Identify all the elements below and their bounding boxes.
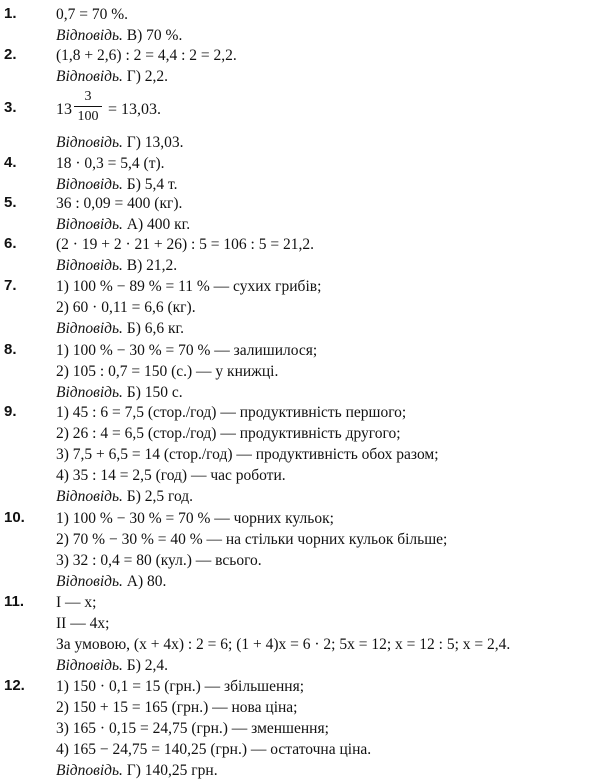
solution-line: 18 · 0,3 = 5,4 (т). — [56, 155, 165, 172]
fraction-denominator: 100 — [77, 109, 99, 124]
answer-label: Відповідь. — [56, 762, 123, 779]
solution-line: 3) 32 : 0,4 = 80 (кул.) — всього. — [56, 552, 262, 569]
problem-number: 7. — [4, 277, 17, 294]
solution-line: (2 · 19 + 2 · 21 + 26) : 5 = 106 : 5 = 21,2. — [56, 236, 314, 253]
answer-value: Б) 5,4 т. — [126, 176, 178, 193]
answer-label: Відповідь. — [56, 27, 123, 44]
solution-line: 1) 100 % − 30 % = 70 % — чорних кульок; — [56, 510, 334, 527]
answer-label: Відповідь. — [56, 68, 123, 85]
solution-line: 2) 26 : 4 = 6,5 (стор./год) — продуктивність другого; — [56, 425, 401, 442]
problem-number: 3. — [4, 99, 17, 116]
answer-value: Г) 2,2. — [126, 68, 169, 85]
solution-line: 2) 60 · 0,11 = 6,6 (кг). — [56, 299, 196, 316]
problem-number: 8. — [4, 341, 17, 358]
solution-line: 36 : 0,09 = 400 (кг). — [56, 195, 183, 212]
answer-value: В) 70 %. — [126, 27, 183, 44]
answer-value: А) 80. — [126, 573, 167, 590]
solution-line: 3) 7,5 + 6,5 = 14 (стор./год) — продуктивність обох разом; — [56, 446, 439, 463]
answer-label: Відповідь. — [56, 257, 123, 274]
solution-line: 1) 45 : 6 = 7,5 (стор./год) — продуктивність першого; — [56, 404, 407, 421]
answer-value: Б) 2,4. — [126, 657, 168, 674]
answer-value: Г) 13,03. — [126, 134, 184, 151]
answer-line — [56, 214, 600, 235]
answer-line — [56, 655, 600, 676]
solution-line: 1) 100 % − 30 % = 70 % — залишилося; — [56, 342, 318, 359]
answer-label: Відповідь. — [56, 384, 123, 401]
answer-label: Відповідь. — [56, 176, 123, 193]
answer-value: А) 400 кг. — [126, 216, 191, 233]
fraction — [74, 88, 102, 127]
problem-number: 2. — [4, 46, 17, 63]
solution-line: 3) 165 · 0,15 = 24,75 (грн.) — зменшення; — [56, 720, 329, 737]
solution-line: (1,8 + 2,6) : 2 = 4,4 : 2 = 2,2. — [56, 47, 237, 64]
solution-line: 2) 150 + 15 = 165 (грн.) — нова ціна; — [56, 699, 298, 716]
answer-value: Б) 6,6 кг. — [126, 320, 184, 337]
answer-line — [56, 255, 600, 276]
solution-line: 4) 165 − 24,75 = 140,25 (грн.) — остаточна ціна. — [56, 741, 372, 758]
solution-line — [56, 88, 600, 132]
problem-number: 4. — [4, 154, 17, 171]
answer-label: Відповідь. — [56, 134, 123, 151]
problem-number: 10. — [4, 509, 25, 526]
mixed-number-whole: 13 — [56, 101, 72, 118]
problem-number: 12. — [4, 677, 25, 694]
answer-line — [56, 571, 600, 592]
solution-line: 1) 150 · 0,1 = 15 (грн.) — збільшення; — [56, 678, 304, 695]
answer-line — [56, 318, 600, 339]
answer-line — [56, 174, 600, 195]
problem-number: 11. — [4, 593, 25, 610]
answer-line — [56, 382, 600, 403]
fraction-result: = 13,03. — [108, 101, 162, 118]
solution-line: 4) 35 : 14 = 2,5 (год) — час роботи. — [56, 467, 286, 484]
fraction-numerator: 3 — [74, 88, 102, 107]
problem-number: 6. — [4, 235, 17, 252]
answer-label: Відповідь. — [56, 216, 123, 233]
answer-value: Г) 140,25 грн. — [126, 762, 218, 779]
problem-number: 1. — [4, 5, 17, 22]
answer-label: Відповідь. — [56, 573, 123, 590]
answer-line — [56, 66, 600, 87]
answer-label: Відповідь. — [56, 488, 123, 505]
solution-line: За умовою, (x + 4x) : 2 = 6; (1 + 4)x = 6 · 2; 5x = 12; x = 12 : 5; x = 2,4. — [56, 636, 511, 653]
answer-value: Б) 150 с. — [126, 384, 183, 401]
problem-number: 5. — [4, 194, 17, 211]
solution-line: 0,7 = 70 %. — [56, 6, 129, 23]
solution-line: I — x; — [56, 594, 97, 611]
answer-line — [56, 486, 600, 507]
answer-line — [56, 132, 600, 153]
answer-line — [56, 760, 600, 781]
solution-line: 2) 105 : 0,7 = 150 (с.) — у книжці. — [56, 363, 279, 380]
answer-value: В) 21,2. — [126, 257, 178, 274]
solution-line: 2) 70 % − 30 % = 40 % — на стільки чорних кульок більше; — [56, 531, 448, 548]
answer-value: Б) 2,5 год. — [126, 488, 194, 505]
solution-line: 1) 100 % − 89 % = 11 % — сухих грибів; — [56, 278, 322, 295]
problem-number: 9. — [4, 403, 17, 420]
answer-line — [56, 25, 600, 46]
answer-label: Відповідь. — [56, 320, 123, 337]
answer-label: Відповідь. — [56, 657, 123, 674]
solution-line: II — 4x; — [56, 615, 110, 632]
